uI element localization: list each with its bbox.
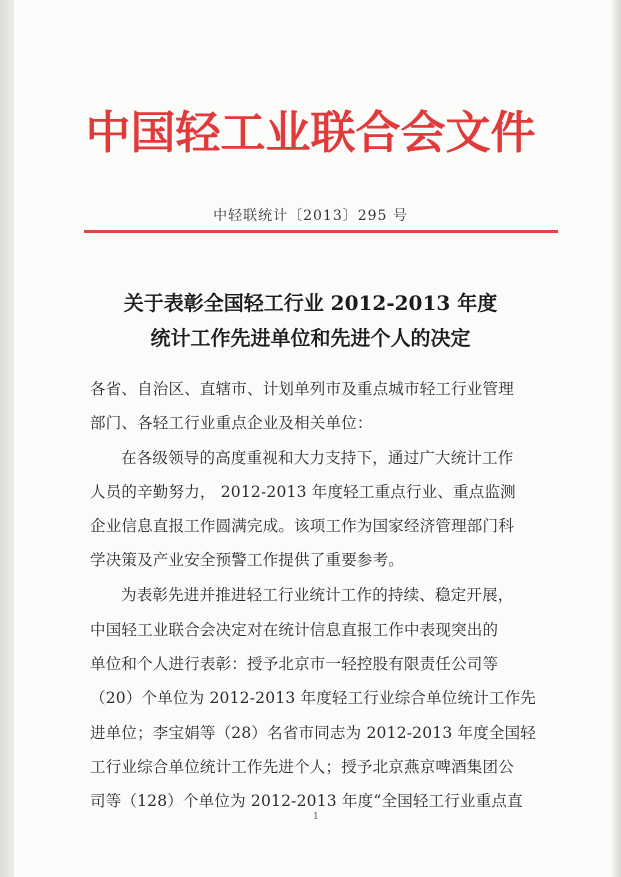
- body-line: 部门、各轻工行业重点企业及相关单位：: [90, 414, 373, 432]
- body-line: 在各级领导的高度重视和大力支持下，通过广大统计工作: [121, 449, 514, 467]
- issuer-header: 中国轻工业联合会文件: [85, 106, 536, 159]
- body-line: 进单位；李宝娟等（28）名省市同志为 2012-2013 年度全国轻: [90, 724, 537, 742]
- body-line: 为表彰先进并推进轻工行业统计工作的持续、稳定开展，: [121, 586, 514, 604]
- body-line: （20）个单位为 2012-2013 年度轻工行业综合单位统计工作先: [90, 689, 537, 707]
- document-title-line-2: 统计工作先进单位和先进个人的决定: [150, 326, 471, 350]
- body-line: 司等（128）个单位为 2012-2013 年度“全国轻工行业重点直: [90, 792, 523, 810]
- body-line: 中国轻工业联合会决定对在统计信息直报工作中表现突出的: [90, 621, 499, 639]
- document-title-line-1: 关于表彰全国轻工行业 2012-2013 年度: [123, 291, 498, 315]
- page-number: 1: [313, 812, 319, 822]
- body-line: 工行业综合单位统计工作先进个人；授予北京燕京啤酒集团公: [90, 758, 514, 776]
- body-line: 学决策及产业安全预警工作提供了重要参考。: [90, 551, 405, 569]
- body-line: 各省、自治区、直辖市、计划单列市及重点城市轻工行业管理: [90, 380, 514, 398]
- document-number: 中轻联统计〔2013〕295 号: [213, 208, 408, 224]
- body-line: 单位和个人进行表彰：授予北京市一轻控股有限责任公司等: [90, 655, 499, 673]
- red-divider: [84, 230, 558, 233]
- body-line: 人员的辛勤努力， 2012-2013 年度轻工重点行业、重点监测: [90, 483, 516, 501]
- body-line: 企业信息直报工作圆满完成。该项工作为国家经济管理部门科: [90, 517, 514, 535]
